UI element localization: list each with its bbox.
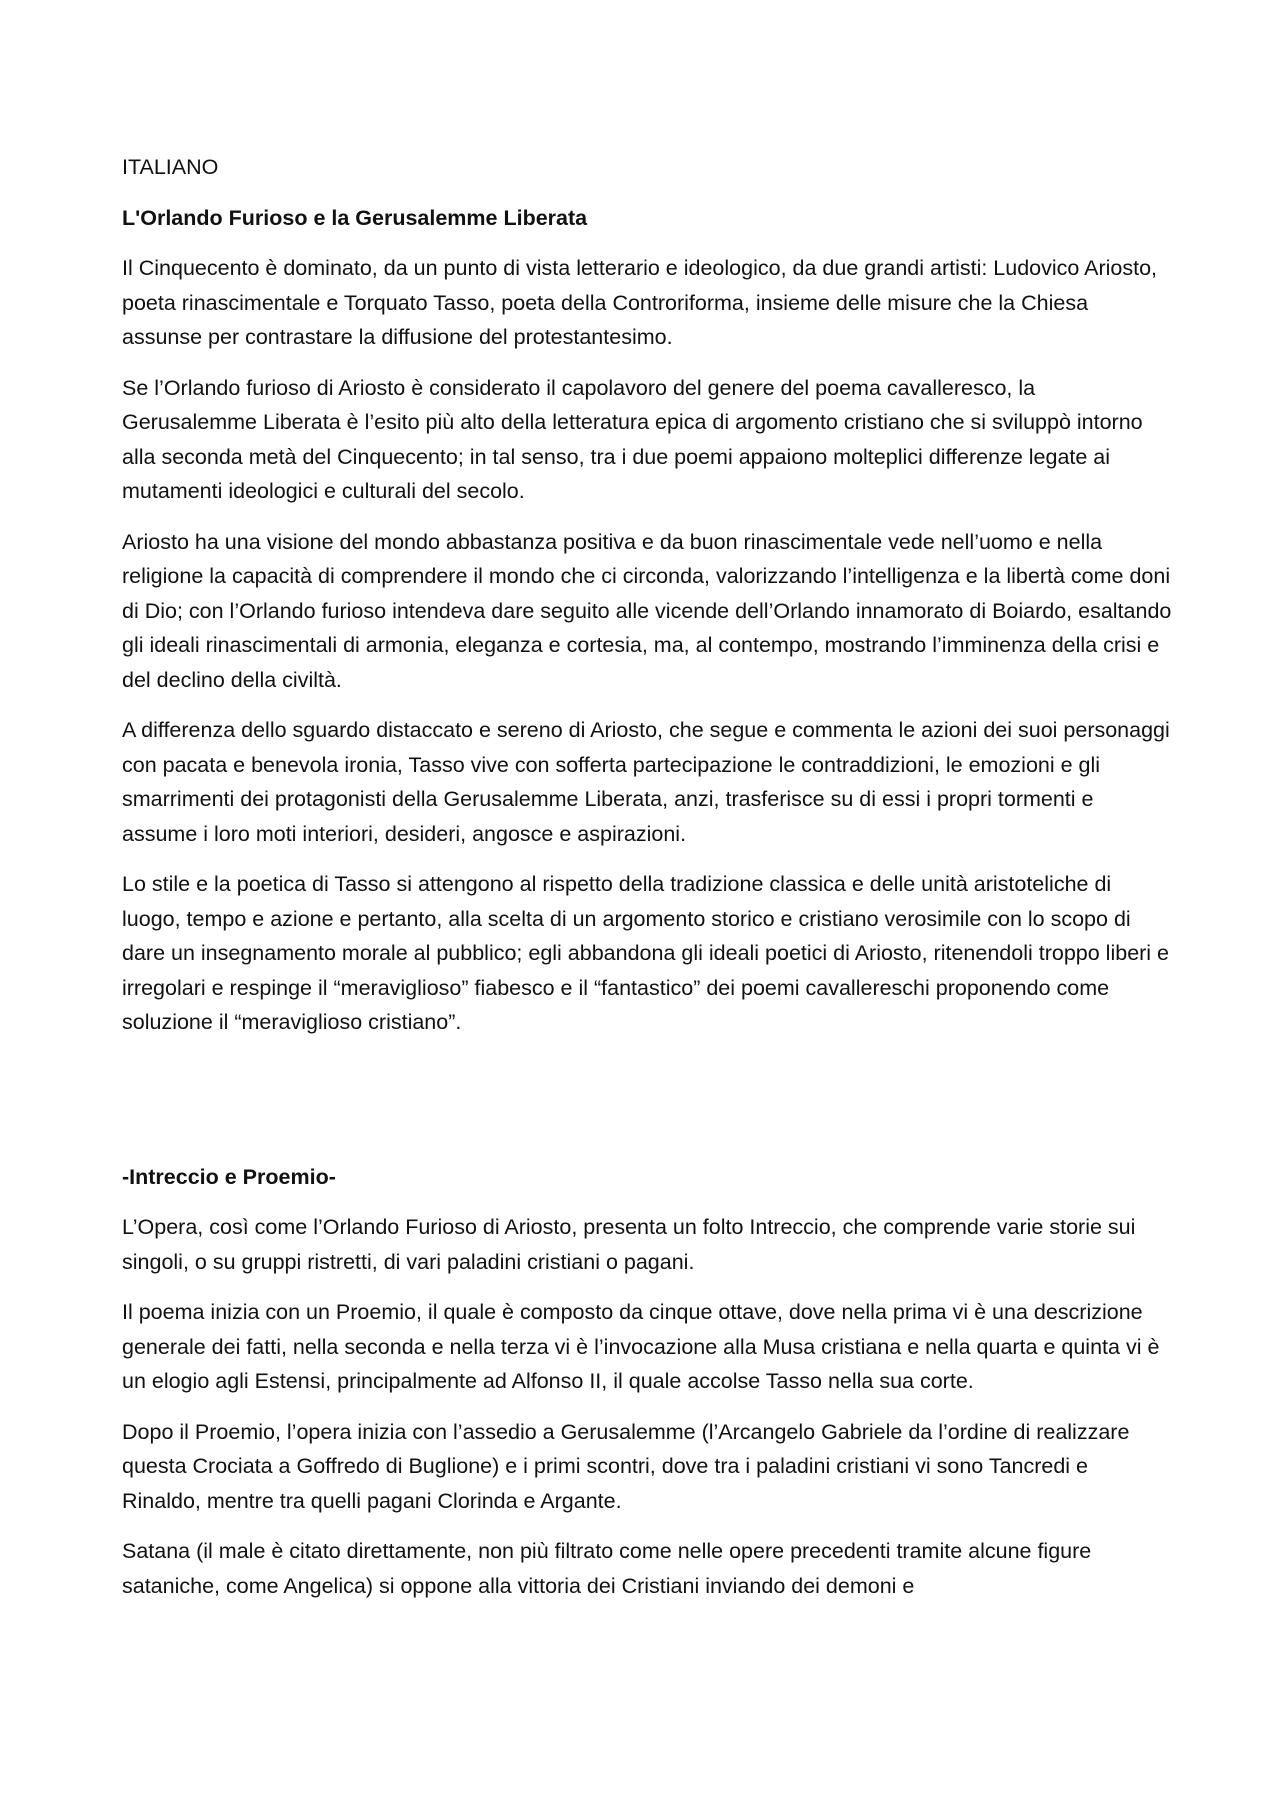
document-page: [122, 150, 1172, 1619]
paragraph-intro-4: A differenza dello sguardo distaccato e sereno di Ariosto, che segue e commenta le azioni dei suoi personaggi con pacata e benevola ironia, Tasso vive con sofferta partecipazione le contraddizioni, le emozioni e gli smarrimenti dei protagonisti della Gerusalemme Liberata, anzi, trasferisce su di essi i propri tormenti e assume i loro moti interiori, desideri, angosce e aspirazioni.: [122, 718, 1170, 846]
paragraph-intro-5: Lo stile e la poetica di Tasso si attengono al rispetto della tradizione classica e delle unità aristoteliche di luogo, tempo e azione e pertanto, alla scelta di un argomento storico e cristiano verosimile con lo scopo di dare un insegnamento morale al pubblico; egli abbandona gli ideali poetici di Ariosto, ritenendoli troppo liberi e irregolari e respinge il “meraviglioso” fiabesco e il “fantastico” dei poemi cavallereschi proponendo come soluzione il “meraviglioso cristiano”.: [122, 872, 1170, 1034]
paragraph-intro-1: Il Cinquecento è dominato, da un punto di vista letterario e ideologico, da due grandi artisti: Ludovico Ariosto, poeta rinascimentale e Torquato Tasso, poeta della Controriforma, insieme delle misure che la Chiesa assunse per contrastare la diffusione del protestantesimo.: [122, 256, 1158, 349]
section-heading-intreccio: -Intreccio e Proemio-: [122, 1164, 336, 1189]
paragraph-intreccio-4: Satana (il male è citato direttamente, non più filtrato come nelle opere precedenti tramite alcune figure sataniche, come Angelica) si oppone alla vittoria dei Cristiani inviando dei demoni e: [122, 1539, 1092, 1598]
paragraph-intro-3: Ariosto ha una visione del mondo abbastanza positiva e da buon rinascimentale vede nell’uomo e nella religione la capacità di comprendere il mondo che ci circonda, valorizzando l’intelligenza e la libertà come doni di Dio; con l’Orlando furioso intendeva dare seguito alle vicende dell’Orlando innamorato di Boiardo, esaltando gli ideali rinascimentali di armonia, eleganza e cortesia, ma, al contempo, mostrando l’imminenza della crisi e del declino della civiltà.: [122, 529, 1172, 692]
subject-heading: ITALIANO: [122, 155, 219, 179]
paragraph-intreccio-2: Il poema inizia con un Proemio, il quale è composto da cinque ottave, dove nella prima vi è una descrizione generale dei fatti, nella seconda e nella terza vi è l’invocazione alla Musa cristiana e nella quarta e quinta vi è un elogio agli Estensi, principalmente ad Alfonso II, il quale accolse Tasso nella sua corte.: [122, 1300, 1160, 1393]
paragraph-intro-2: Se l’Orlando furioso di Ariosto è considerato il capolavoro del genere del poema cavalleresco, la Gerusalemme Liberata è l’esito più alto della letteratura epica di argomento cristiano che si sviluppò intorno alla seconda metà del Cinquecento; in tal senso, tra i due poemi appaiono molteplici differenze legate ai mutamenti ideologici e culturali del secolo.: [122, 375, 1143, 503]
paragraph-intreccio-3: Dopo il Proemio, l’opera inizia con l’assedio a Gerusalemme (l’Arcangelo Gabriele da l’ordine di realizzare questa Crociata a Goffredo di Buglione) e i primi scontri, dove tra i paladini cristiani vi sono Tancredi e Rinaldo, mentre tra quelli pagani Clorinda e Argante.: [122, 1419, 1130, 1513]
document-title: L'Orlando Furioso e la Gerusalemme Liberata: [122, 205, 588, 230]
section-spacer: [122, 1056, 1172, 1160]
paragraph-intreccio-1: L’Opera, così come l’Orlando Furioso di Ariosto, presenta un folto Intreccio, che comprende varie storie sui singoli, o su gruppi ristretti, di vari paladini cristiani o pagani.: [122, 1215, 1136, 1274]
